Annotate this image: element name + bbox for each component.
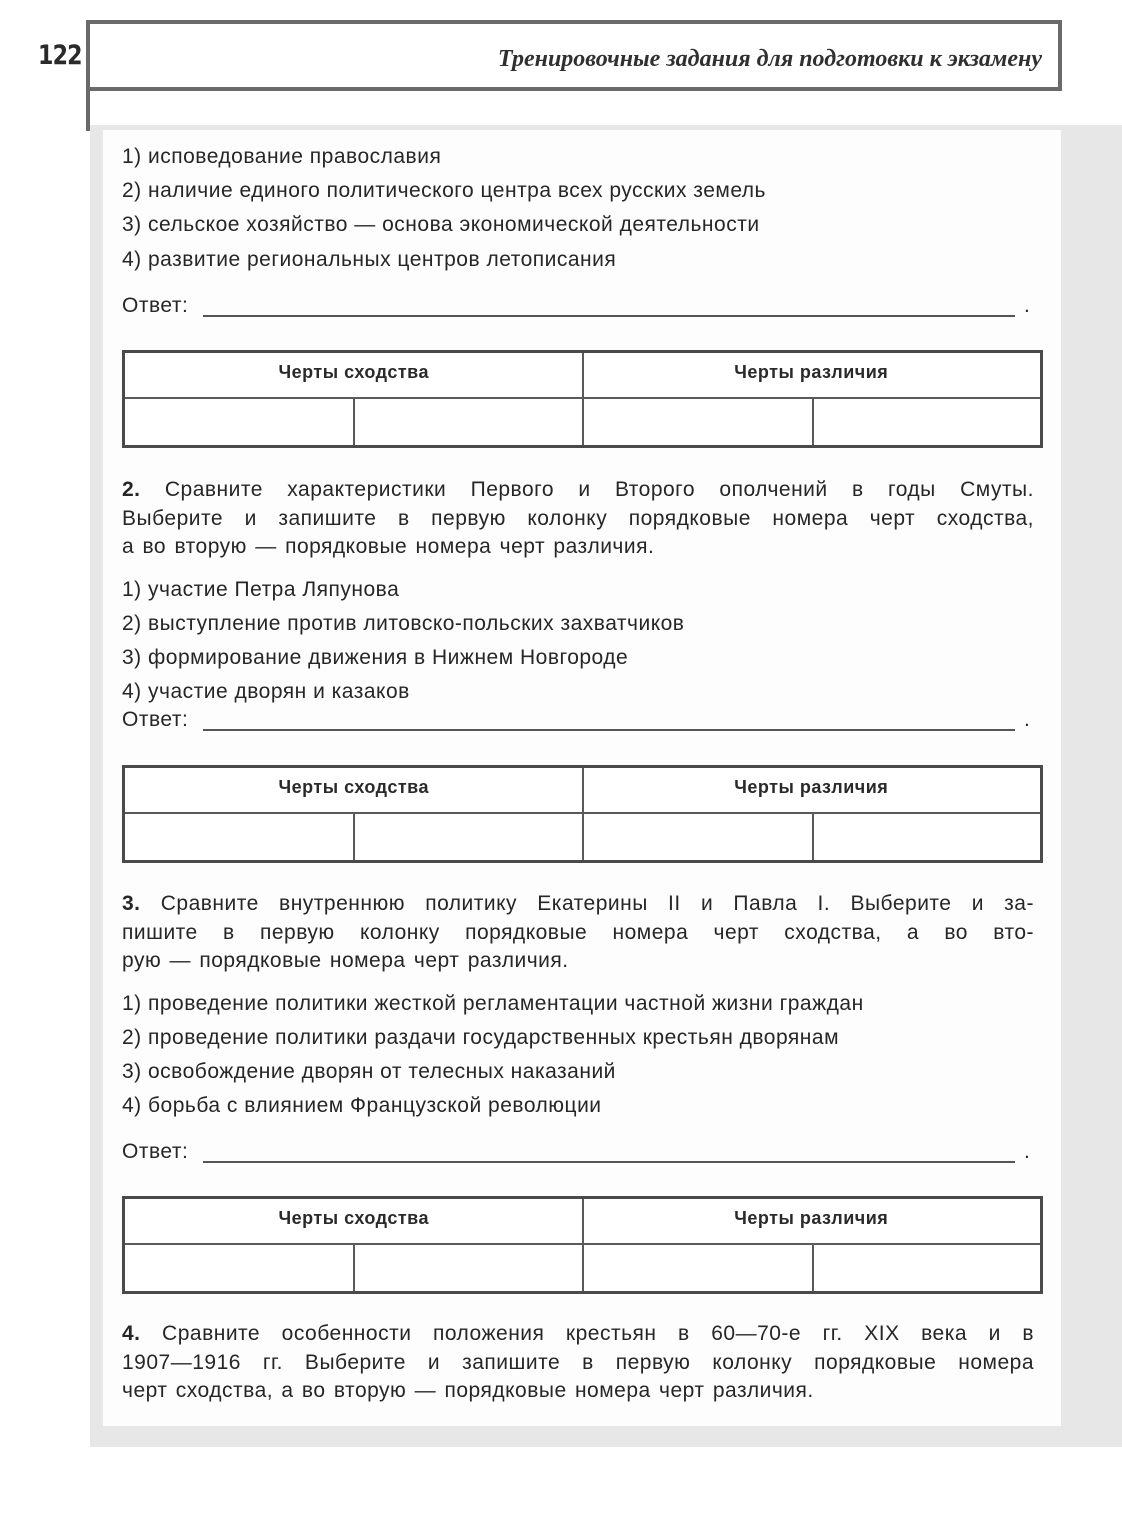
answer-end: . [1024,294,1030,317]
task1-table [122,350,1043,448]
task2-line-3: а во вторую — порядковые номера черт различия. [122,535,655,558]
task3-number: 3. [122,892,141,915]
table-divider [582,353,584,445]
task4-line-3: черт сходства, а во вторую — порядковые номера черт различия. [122,1379,814,1402]
task4-line-1: Сравните особенности положения крестьян в 60—70-е гг. XIX века и в [162,1322,1034,1345]
task3-text [122,890,1034,976]
task3-line-1: Сравните внутреннюю политику Екатерины II и Павла I. Выберите и за- [160,892,1034,915]
task2-option-4: 4) участие дворян и казаков [122,680,410,703]
table-cell-divider [353,1244,355,1291]
answer-end: . [1024,708,1030,731]
task1-answer-field[interactable] [203,315,1015,317]
task2-answer [122,708,1032,738]
task3-option-1: 1) проведение политики жесткой регламентации частной жизни граждан [122,992,864,1015]
task2-answer-field[interactable] [203,729,1015,731]
task2-option-2: 2) выступление против литовско-польских захватчиков [122,612,685,635]
task4-line-2: 1907—1916 гг. Выберите и запишите в первую колонку порядковые номера [122,1350,1034,1374]
answer-end: . [1024,1140,1030,1163]
task3-option-3: 3) освобождение дворян от телесных наказаний [122,1060,616,1083]
task4-number: 4. [122,1322,141,1345]
similarities-header: Черты сходства [278,777,430,797]
table-cell-divider [353,398,355,445]
answer-label: Ответ: [122,294,189,317]
task3-option-4: 4) борьба с влиянием Французской революции [122,1094,602,1117]
task2-option-1: 1) участие Петра Ляпунова [122,578,400,601]
task2-line-1: Сравните характеристики Первого и Второго ополчений в годы Смуты. [164,478,1034,501]
task3-table [122,1196,1043,1294]
task3-line-3: рую — порядковые номера черт различия. [122,949,569,972]
task3-answer-field[interactable] [203,1161,1015,1163]
table-cell-divider [812,1244,814,1291]
table-divider [582,768,584,860]
task2-line-2: Выберите и запишите в первую колонку порядковые номера черт сходства, [122,506,1034,530]
task1-option-2: 2) наличие единого политического центра всех русских земель [122,179,766,202]
task2-number: 2. [122,478,141,501]
task3-line-2: пишите в первую колонку порядковые номера черт сходства, а во вто- [122,920,1034,944]
task4-text [122,1320,1034,1406]
table-cell-divider [812,813,814,860]
differences-header: Черты различия [734,777,889,797]
table-divider [582,1199,584,1291]
task1-option-3: 3) сельское хозяйство — основа экономической деятельности [122,213,760,236]
answer-label: Ответ: [122,708,189,731]
header-box [86,20,1062,91]
page-title: Тренировочные задания для подготовки к экзамену [497,46,1042,72]
task1-option-1: 1) исповедование православия [122,145,442,168]
differences-header: Черты различия [734,362,889,382]
similarities-header: Черты сходства [278,362,430,382]
table-cell-divider [812,398,814,445]
task3-option-2: 2) проведение политики раздачи государственных крестьян дворянам [122,1026,840,1049]
task1-option-4: 4) развитие региональных центров летописания [122,248,617,271]
similarities-header: Черты сходства [278,1208,430,1228]
page-number: 122 [38,40,82,71]
task3-answer [122,1140,1032,1170]
task2-text [122,476,1034,562]
differences-header: Черты различия [734,1208,889,1228]
table-cell-divider [353,813,355,860]
answer-label: Ответ: [122,1140,189,1163]
task2-option-3: 3) формирование движения в Нижнем Новгороде [122,646,629,669]
task1-answer [122,294,1032,324]
task2-table [122,765,1043,863]
